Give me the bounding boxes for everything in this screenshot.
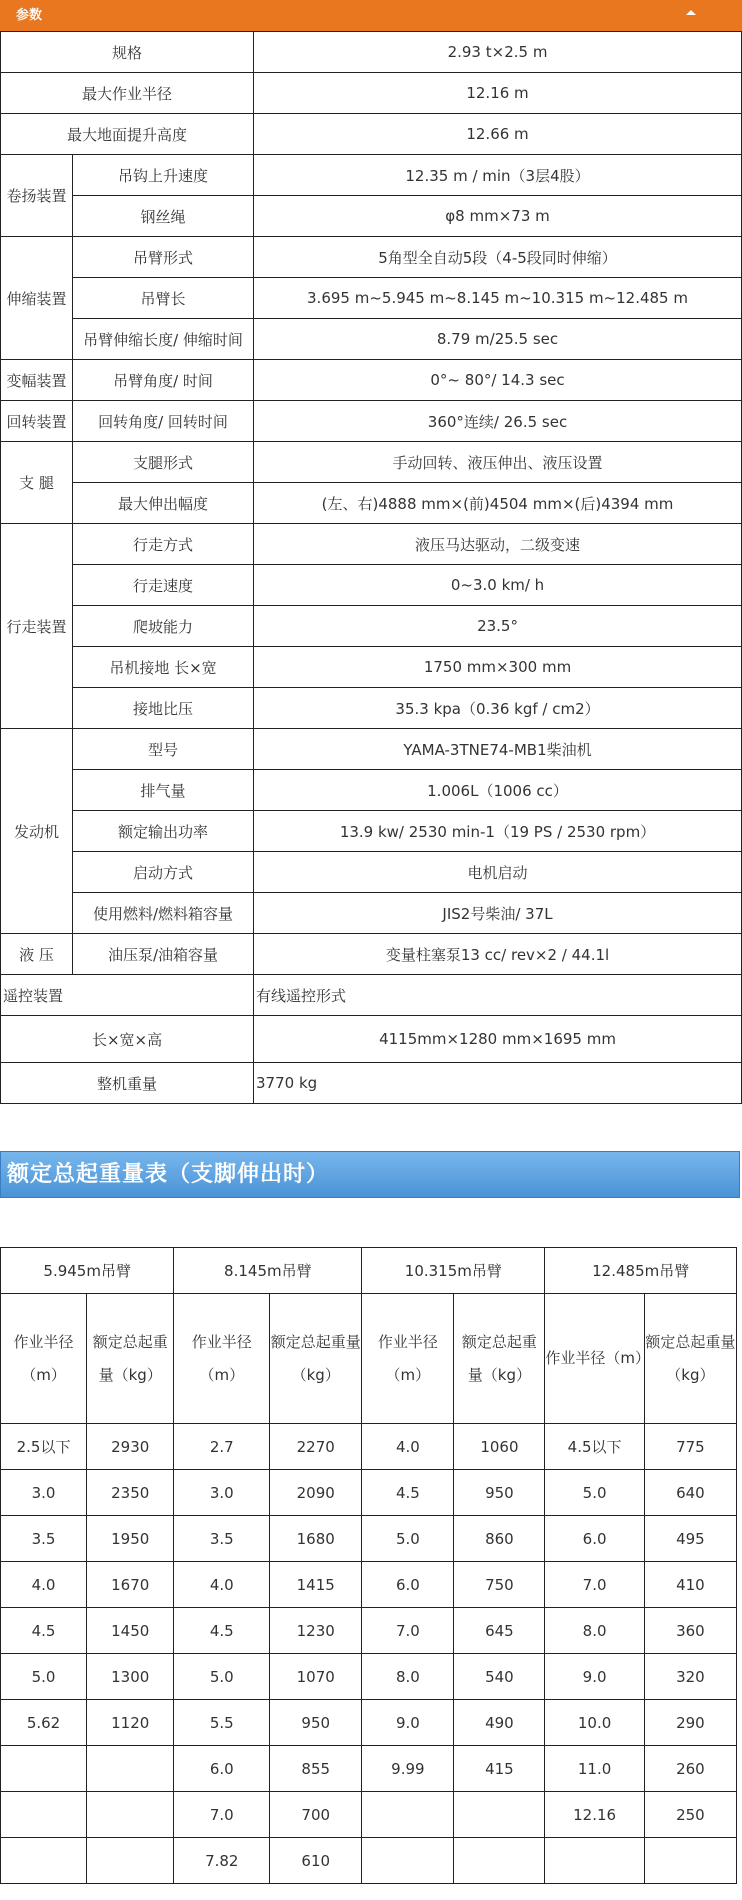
load-cell: 495 [644, 1516, 736, 1562]
boom-length-header: 5.945m吊臂 [1, 1248, 174, 1294]
radius-cell [362, 1792, 454, 1838]
load-cell [454, 1838, 545, 1884]
radius-cell: 9.0 [545, 1654, 644, 1700]
radius-cell: 4.0 [362, 1424, 454, 1470]
load-cell: 1230 [270, 1608, 362, 1654]
load-cell: 1450 [87, 1608, 174, 1654]
load-chart-title: 额定总起重量表（支脚伸出时） [7, 1162, 330, 1187]
load-cell [87, 1746, 174, 1792]
spec-value: 12.35 m / min（3层4股） [254, 155, 742, 196]
spec-value: (左、右)4888 mm×(前)4504 mm×(后)4394 mm [254, 483, 742, 524]
boom-length-header: 10.315m吊臂 [362, 1248, 545, 1294]
spec-group-label: 卷扬装置 [1, 155, 73, 237]
radius-cell [1, 1792, 87, 1838]
load-cell: 1950 [87, 1516, 174, 1562]
spec-row [1, 729, 742, 770]
radius-cell: 4.0 [1, 1562, 87, 1608]
radius-cell: 3.5 [174, 1516, 270, 1562]
spec-value: 3.695 m~5.945 m~8.145 m~10.315 m~12.485 m [254, 278, 742, 319]
spec-row [1, 401, 742, 442]
load-cell: 490 [454, 1700, 545, 1746]
spec-value: 23.5° [254, 606, 742, 647]
spec-row [1, 647, 742, 688]
radius-cell: 6.0 [545, 1516, 644, 1562]
spec-table [0, 31, 742, 1104]
radius-cell: 7.82 [174, 1838, 270, 1884]
boom-length-header: 12.485m吊臂 [545, 1248, 737, 1294]
load-row [1, 1562, 737, 1608]
spec-row [1, 319, 742, 360]
radius-cell: 12.16 [545, 1792, 644, 1838]
load-cell: 610 [270, 1838, 362, 1884]
spec-value: 0°~ 80°/ 14.3 sec [254, 360, 742, 401]
spec-label: 使用燃料/燃料箱容量 [73, 893, 254, 934]
spec-label: 最大伸出幅度 [73, 483, 254, 524]
load-cell [87, 1792, 174, 1838]
spec-row [1, 893, 742, 934]
spec-label: 排气量 [73, 770, 254, 811]
spec-group-label: 变幅装置 [1, 360, 73, 401]
load-cell: 1670 [87, 1562, 174, 1608]
load-cell: 645 [454, 1608, 545, 1654]
radius-cell: 3.0 [1, 1470, 87, 1516]
spec-row [1, 606, 742, 647]
spec-label: 接地比压 [73, 688, 254, 729]
load-cell: 1415 [270, 1562, 362, 1608]
spec-row [1, 565, 742, 606]
spec-row [1, 278, 742, 319]
radius-cell: 8.0 [545, 1608, 644, 1654]
spec-label: 回转角度/ 回转时间 [73, 401, 254, 442]
spec-label: 最大地面提升高度 [1, 114, 254, 155]
spec-row [1, 237, 742, 278]
spec-value: 4115mm×1280 mm×1695 mm [254, 1016, 742, 1063]
load-cell: 290 [644, 1700, 736, 1746]
radius-cell: 9.0 [362, 1700, 454, 1746]
spec-label: 整机重量 [1, 1063, 254, 1104]
radius-cell: 10.0 [545, 1700, 644, 1746]
load-cell: 1680 [270, 1516, 362, 1562]
spec-label: 启动方式 [73, 852, 254, 893]
load-cell: 750 [454, 1562, 545, 1608]
spec-value: 2.93 t×2.5 m [254, 32, 742, 73]
load-row [1, 1654, 737, 1700]
spec-row [1, 934, 742, 975]
load-row [1, 1700, 737, 1746]
spec-label: 钢丝绳 [73, 196, 254, 237]
radius-cell [1, 1838, 87, 1884]
spec-value: JIS2号柴油/ 37L [254, 893, 742, 934]
load-cell: 2350 [87, 1470, 174, 1516]
radius-cell: 7.0 [545, 1562, 644, 1608]
spec-label: 吊机接地 长×宽 [73, 647, 254, 688]
spec-label: 最大作业半径 [1, 73, 254, 114]
spec-row [1, 1016, 742, 1063]
spec-label: 吊臂角度/ 时间 [73, 360, 254, 401]
spec-label: 额定输出功率 [73, 811, 254, 852]
radius-cell: 4.5以下 [545, 1424, 644, 1470]
spec-row [1, 811, 742, 852]
spec-row [1, 1063, 742, 1104]
radius-cell: 5.5 [174, 1700, 270, 1746]
load-subheader-row [1, 1294, 737, 1424]
load-cell: 1070 [270, 1654, 362, 1700]
radius-cell: 4.5 [1, 1608, 87, 1654]
spec-row [1, 73, 742, 114]
radius-column-header: 作业半径（m） [362, 1294, 454, 1424]
load-cell: 1120 [87, 1700, 174, 1746]
load-cell: 2930 [87, 1424, 174, 1470]
radius-cell: 7.0 [362, 1608, 454, 1654]
load-cell: 540 [454, 1654, 545, 1700]
spec-row [1, 852, 742, 893]
radius-cell: 4.5 [174, 1608, 270, 1654]
spec-value: 12.66 m [254, 114, 742, 155]
load-cell: 640 [644, 1470, 736, 1516]
radius-cell: 7.0 [174, 1792, 270, 1838]
radius-column-header: 作业半径（m） [1, 1294, 87, 1424]
load-cell: 415 [454, 1746, 545, 1792]
spec-header-title: 参数 [16, 8, 43, 23]
spec-value: 8.79 m/25.5 sec [254, 319, 742, 360]
radius-cell: 9.99 [362, 1746, 454, 1792]
load-cell: 320 [644, 1654, 736, 1700]
spec-label: 规格 [1, 32, 254, 73]
load-row [1, 1608, 737, 1654]
load-row [1, 1470, 737, 1516]
spec-label: 爬坡能力 [73, 606, 254, 647]
boom-length-header: 8.145m吊臂 [174, 1248, 362, 1294]
load-column-header: 额定总起重量（kg） [270, 1294, 362, 1424]
spec-row [1, 688, 742, 729]
load-cell: 700 [270, 1792, 362, 1838]
radius-cell: 2.7 [174, 1424, 270, 1470]
spec-row [1, 196, 742, 237]
spec-label: 长×宽×高 [1, 1016, 254, 1063]
load-column-header: 额定总起重量（kg） [454, 1294, 545, 1424]
load-cell [644, 1838, 736, 1884]
load-cell: 950 [454, 1470, 545, 1516]
spec-group-label: 伸缩装置 [1, 237, 73, 360]
load-cell [454, 1792, 545, 1838]
spec-value: 360°连续/ 26.5 sec [254, 401, 742, 442]
load-header-row [1, 1248, 737, 1294]
spec-row [1, 975, 742, 1016]
spec-value: φ8 mm×73 m [254, 196, 742, 237]
radius-cell: 5.0 [362, 1516, 454, 1562]
spec-value: 液压马达驱动，二级变速 [254, 524, 742, 565]
spec-value: 3770 kg [254, 1063, 742, 1104]
load-cell: 410 [644, 1562, 736, 1608]
spec-value: 5角型全自动5段（4-5段同时伸缩） [254, 237, 742, 278]
load-row [1, 1792, 737, 1838]
spec-label: 遥控装置 [1, 975, 254, 1016]
radius-cell [545, 1838, 644, 1884]
spec-group-label: 液 压 [1, 934, 73, 975]
radius-cell: 6.0 [174, 1746, 270, 1792]
radius-cell: 5.0 [174, 1654, 270, 1700]
radius-cell: 5.0 [545, 1470, 644, 1516]
spec-label: 吊臂长 [73, 278, 254, 319]
collapse-caret-icon[interactable] [686, 10, 696, 15]
radius-cell: 8.0 [362, 1654, 454, 1700]
spec-label: 油压泵/油箱容量 [73, 934, 254, 975]
spec-label: 型号 [73, 729, 254, 770]
spec-label: 支腿形式 [73, 442, 254, 483]
spec-row [1, 483, 742, 524]
load-cell: 860 [454, 1516, 545, 1562]
spec-value: YAMA-3TNE74-MB1柴油机 [254, 729, 742, 770]
spec-value: 13.9 kw/ 2530 min-1（19 PS / 2530 rpm） [254, 811, 742, 852]
spec-value: 0~3.0 km/ h [254, 565, 742, 606]
radius-cell: 4.5 [362, 1470, 454, 1516]
load-cell: 360 [644, 1608, 736, 1654]
radius-cell: 3.5 [1, 1516, 87, 1562]
load-chart-table [0, 1247, 737, 1884]
load-cell: 775 [644, 1424, 736, 1470]
radius-cell: 5.0 [1, 1654, 87, 1700]
spec-value: 1.006L（1006 cc） [254, 770, 742, 811]
spec-value: 12.16 m [254, 73, 742, 114]
load-cell: 1300 [87, 1654, 174, 1700]
spec-value: 手动回转、液压伸出、液压设置 [254, 442, 742, 483]
load-chart-title-bar [0, 1151, 740, 1198]
load-row [1, 1838, 737, 1884]
radius-cell [1, 1746, 87, 1792]
spec-row [1, 114, 742, 155]
load-column-header: 额定总起重量（kg） [87, 1294, 174, 1424]
radius-cell: 2.5以下 [1, 1424, 87, 1470]
load-cell [87, 1838, 174, 1884]
spec-label: 吊臂伸缩长度/ 伸缩时间 [73, 319, 254, 360]
spec-value: 1750 mm×300 mm [254, 647, 742, 688]
spec-row [1, 770, 742, 811]
load-column-header: 额定总起重量（kg） [644, 1294, 736, 1424]
load-row [1, 1746, 737, 1792]
radius-cell: 4.0 [174, 1562, 270, 1608]
radius-cell [362, 1838, 454, 1884]
spec-label: 行走速度 [73, 565, 254, 606]
radius-cell: 11.0 [545, 1746, 644, 1792]
load-cell: 250 [644, 1792, 736, 1838]
spec-label: 吊臂形式 [73, 237, 254, 278]
spec-row [1, 360, 742, 401]
spec-label: 行走方式 [73, 524, 254, 565]
spec-value: 有线遥控形式 [254, 975, 742, 1016]
radius-cell: 6.0 [362, 1562, 454, 1608]
spec-row [1, 524, 742, 565]
spec-row [1, 442, 742, 483]
radius-column-header: 作业半径（m） [545, 1294, 644, 1424]
load-row [1, 1516, 737, 1562]
spec-label: 吊钩上升速度 [73, 155, 254, 196]
spec-row [1, 155, 742, 196]
spec-group-label: 支 腿 [1, 442, 73, 524]
spec-group-label: 发动机 [1, 729, 73, 934]
load-cell: 950 [270, 1700, 362, 1746]
load-cell: 1060 [454, 1424, 545, 1470]
spec-row [1, 32, 742, 73]
spec-value: 电机启动 [254, 852, 742, 893]
load-row [1, 1424, 737, 1470]
radius-column-header: 作业半径（m） [174, 1294, 270, 1424]
spec-header-bar[interactable] [0, 0, 742, 31]
load-cell: 855 [270, 1746, 362, 1792]
spec-value: 35.3 kpa（0.36 kgf / cm2） [254, 688, 742, 729]
load-cell: 2090 [270, 1470, 362, 1516]
spec-group-label: 行走装置 [1, 524, 73, 729]
radius-cell: 5.62 [1, 1700, 87, 1746]
spec-group-label: 回转装置 [1, 401, 73, 442]
load-cell: 2270 [270, 1424, 362, 1470]
load-cell: 260 [644, 1746, 736, 1792]
spec-value: 变量柱塞泵13 cc/ rev×2 / 44.1l [254, 934, 742, 975]
radius-cell: 3.0 [174, 1470, 270, 1516]
